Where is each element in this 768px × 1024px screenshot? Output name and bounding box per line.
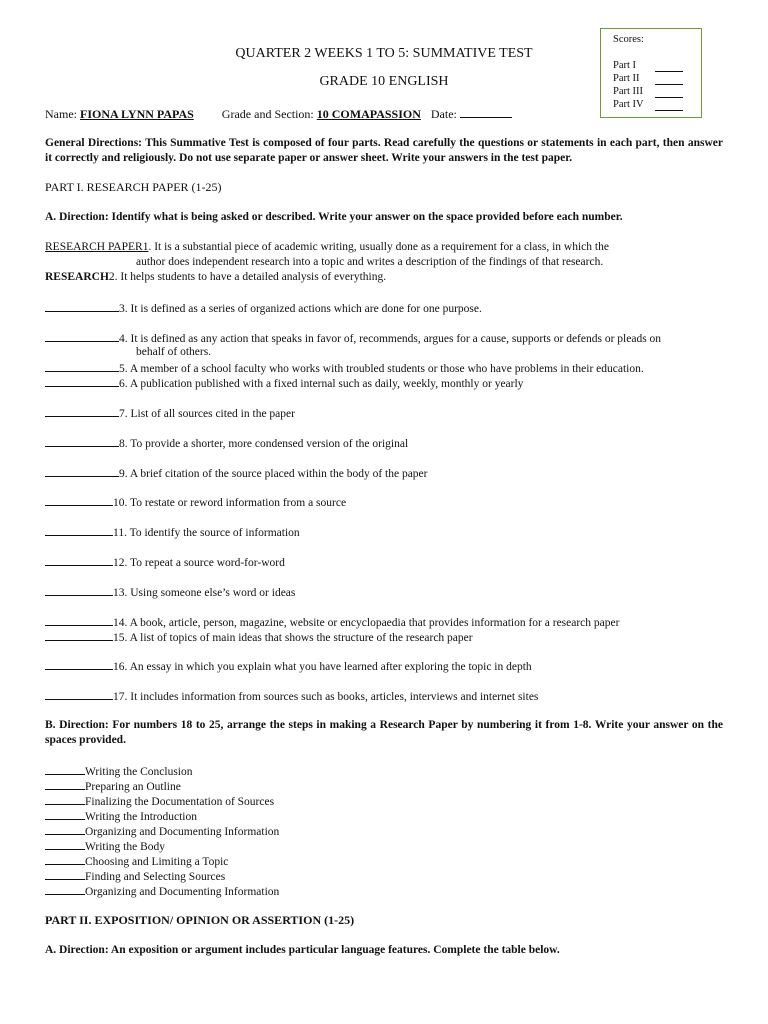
question-text-continued: author does independent research into a topic and writes a description of the findings of that research. — [136, 256, 604, 268]
part1-direction-a: A. Direction: Identify what is being asked or described. Write your answer on the space provided before each number. — [45, 211, 623, 223]
question-number: 1 — [142, 241, 149, 253]
part1-heading: PART I. RESEARCH PAPER (1-25) — [45, 180, 222, 194]
question-text: 11. To identify the source of information — [113, 527, 300, 539]
question-text: 10. To restate or reword information from a source — [113, 497, 347, 509]
scores-label: Scores: — [613, 34, 644, 45]
step-text: Preparing an Outline — [85, 781, 181, 793]
student-section[interactable]: 10 COMAPASSION — [316, 107, 421, 121]
date-label: Date: — [430, 107, 457, 121]
question-row — [45, 584, 725, 601]
question-row — [45, 554, 725, 571]
answer-blank[interactable] — [45, 494, 113, 506]
answer-blank[interactable] — [45, 435, 119, 447]
question-text: 15. A list of topics of main ideas that shows the structure of the research paper — [113, 632, 473, 644]
question-row — [45, 240, 725, 255]
step-text: Organizing and Documenting Information — [85, 886, 280, 898]
section-label: Grade and Section: — [221, 107, 314, 121]
question-text: 2. It helps students to have a detailed analysis of everything. — [108, 271, 387, 283]
step-text: Writing the Body — [85, 841, 166, 853]
answer-blank[interactable] — [45, 465, 119, 477]
score-part-label: Part I — [613, 60, 637, 71]
question-text: 12. To repeat a source word-for-word — [113, 557, 285, 569]
answer-blank[interactable] — [45, 360, 119, 372]
question-text: 5. A member of a school faculty who works with troubled students or those who have problems in their education. — [119, 363, 644, 375]
answer-blank[interactable] — [45, 658, 113, 670]
question-text: 16. An essay in which you explain what you have learned after exploring the topic in depth — [113, 661, 532, 673]
step-number-blank[interactable] — [45, 793, 85, 805]
answer-blank[interactable] — [45, 375, 119, 387]
test-subtitle: GRADE 10 ENGLISH — [319, 74, 449, 89]
question-text: 14. A book, article, person, magazine, website or encyclopaedia that provides information for a research paper — [113, 617, 620, 629]
answer-blank[interactable] — [45, 405, 119, 417]
answer-blank[interactable] — [45, 688, 113, 700]
step-number-blank[interactable] — [45, 883, 85, 895]
step-number-blank[interactable] — [45, 838, 85, 850]
student-name[interactable]: FIONA LYNN PAPAS — [80, 107, 194, 121]
date-blank[interactable] — [460, 106, 512, 118]
answer-blank[interactable] — [45, 554, 113, 566]
step-text: Choosing and Limiting a Topic — [85, 856, 229, 868]
part2-direction-a: A. Direction: An exposition or argument includes particular language features. Complete the table below. — [45, 944, 560, 956]
question-text: . It is a substantial piece of academic writing, usually done as a requirement for a class, in which the — [148, 241, 609, 253]
step-row — [45, 883, 279, 900]
question-row — [45, 300, 725, 317]
answer-blank[interactable] — [45, 614, 113, 626]
answer-filled[interactable]: RESEARCH PAPER — [45, 241, 143, 253]
test-title: QUARTER 2 WEEKS 1 TO 5: SUMMATIVE TEST — [235, 46, 533, 61]
score-row — [613, 98, 701, 111]
step-number-blank[interactable] — [45, 868, 85, 880]
question-row — [45, 405, 725, 422]
step-text: Organizing and Documenting Information — [85, 826, 280, 838]
question-row — [45, 435, 725, 452]
answer-filled[interactable]: RESEARCH — [45, 271, 109, 283]
step-text: Writing the Conclusion — [85, 766, 193, 778]
score-blank[interactable] — [655, 61, 683, 72]
answer-blank[interactable] — [45, 524, 113, 536]
question-row — [45, 375, 725, 392]
answer-blank[interactable] — [45, 330, 119, 342]
question-row — [45, 465, 725, 482]
score-part-label: Part III — [613, 86, 644, 97]
step-text: Finalizing the Documentation of Sources — [85, 796, 275, 808]
step-number-blank[interactable] — [45, 778, 85, 790]
question-text: 3. It is defined as a series of organized actions which are done for one purpose. — [119, 303, 482, 315]
question-text: 9. A brief citation of the source placed within the body of the paper — [119, 468, 428, 480]
question-row — [45, 524, 725, 541]
step-number-blank[interactable] — [45, 823, 85, 835]
name-label: Name: — [45, 107, 77, 121]
answer-blank[interactable] — [45, 584, 113, 596]
question-text: 8. To provide a shorter, more condensed version of the original — [119, 438, 409, 450]
score-part-label: Part IV — [613, 99, 644, 110]
question-text: 7. List of all sources cited in the paper — [119, 408, 295, 420]
answer-blank[interactable] — [45, 300, 119, 312]
question-text: 17. It includes information from sources such as books, articles, interviews and internet sites — [113, 691, 539, 703]
score-part-label: Part II — [613, 73, 640, 84]
score-blank[interactable] — [655, 100, 683, 111]
scores-box — [600, 28, 702, 118]
step-number-blank[interactable] — [45, 808, 85, 820]
question-text: 6. A publication published with a fixed internal such as daily, weekly, monthly or yearly — [119, 378, 524, 390]
question-row — [45, 494, 725, 511]
question-text: 13. Using someone else’s word or ideas — [113, 587, 296, 599]
step-number-blank[interactable] — [45, 763, 85, 775]
question-row — [45, 688, 725, 705]
question-row — [45, 629, 725, 646]
step-text: Writing the Introduction — [85, 811, 197, 823]
answer-blank[interactable] — [45, 629, 113, 641]
student-info-line — [45, 106, 512, 122]
part2-heading: PART II. EXPOSITION/ OPINION OR ASSERTION (1-25) — [45, 913, 355, 927]
step-text: Finding and Selecting Sources — [85, 871, 226, 883]
question-text: 4. It is defined as any action that speaks in favor of, recommends, argues for a cause, supports or defends or pleads on — [119, 333, 662, 345]
step-number-blank[interactable] — [45, 853, 85, 865]
question-text-continued: behalf of others. — [136, 346, 212, 358]
question-row — [45, 270, 725, 285]
general-directions: General Directions: This Summative Test is composed of four parts. Read carefully the questions or statements in each part, then answer it correctly and religiously. Do not use separate paper or answer sheet. Write your answers in the test paper. — [45, 137, 723, 164]
part1-direction-b: B. Direction: For numbers 18 to 25, arrange the steps in making a Research Paper by numbering it from 1-8. Write your answer on the spaces provided. — [45, 719, 723, 746]
question-row — [45, 658, 725, 675]
